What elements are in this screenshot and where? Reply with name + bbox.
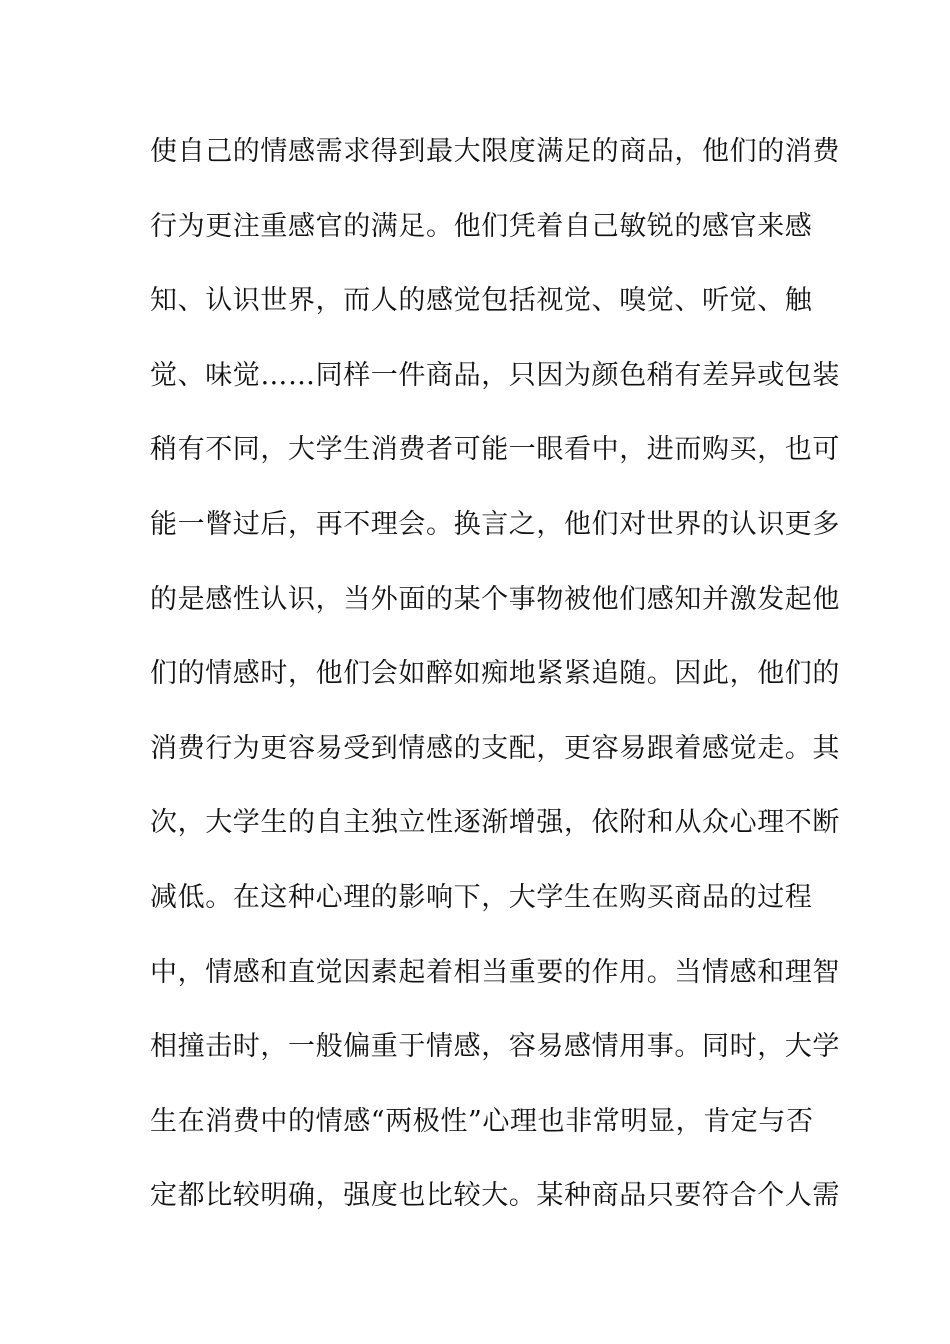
- text-line: 使自己的情感需求得到最大限度满足的商品，他们的消费: [150, 136, 840, 167]
- text-line: 们的情感时，他们会如醉如痴地紧紧追随。因此，他们的: [150, 658, 840, 690]
- text-line: 行为更注重感官的满足。他们凭着自己敏锐的感官来感: [150, 210, 813, 242]
- text-line: 中，情感和直觉因素起着相当重要的作用。当情感和理智: [150, 956, 840, 988]
- text-line: 稍有不同，大学生消费者可能一眼看中，进而购买，也可: [150, 434, 840, 466]
- body-paragraph: [150, 128, 840, 1247]
- text-line: 减低。在这种心理的影响下，大学生在购买商品的过程: [150, 881, 813, 913]
- text-line: 次，大学生的自主独立性逐渐增强，依附和从众心理不断: [150, 807, 840, 839]
- text-line: 相撞击时，一般偏重于情感，容易感情用事。同时，大学: [150, 1031, 840, 1063]
- text-line: 的是感性认识，当外面的某个事物被他们感知并激发起他: [150, 583, 840, 615]
- text-line: 觉、味觉……同样一件商品，只因为颜色稍有差异或包装: [150, 359, 840, 391]
- text-line: 消费行为更容易受到情感的支配，更容易跟着感觉走。其: [150, 732, 840, 764]
- text-line: 定都比较明确，强度也比较大。某种商品只要符合个人需: [150, 1180, 840, 1212]
- text-line: 生在消费中的情感“两极性”心理也非常明显，肯定与否: [150, 1105, 814, 1137]
- text-line: 知、认识世界，而人的感觉包括视觉、嗅觉、听觉、触: [150, 285, 813, 317]
- text-line: 能一瞥过后，再不理会。换言之，他们对世界的认识更多: [150, 508, 840, 540]
